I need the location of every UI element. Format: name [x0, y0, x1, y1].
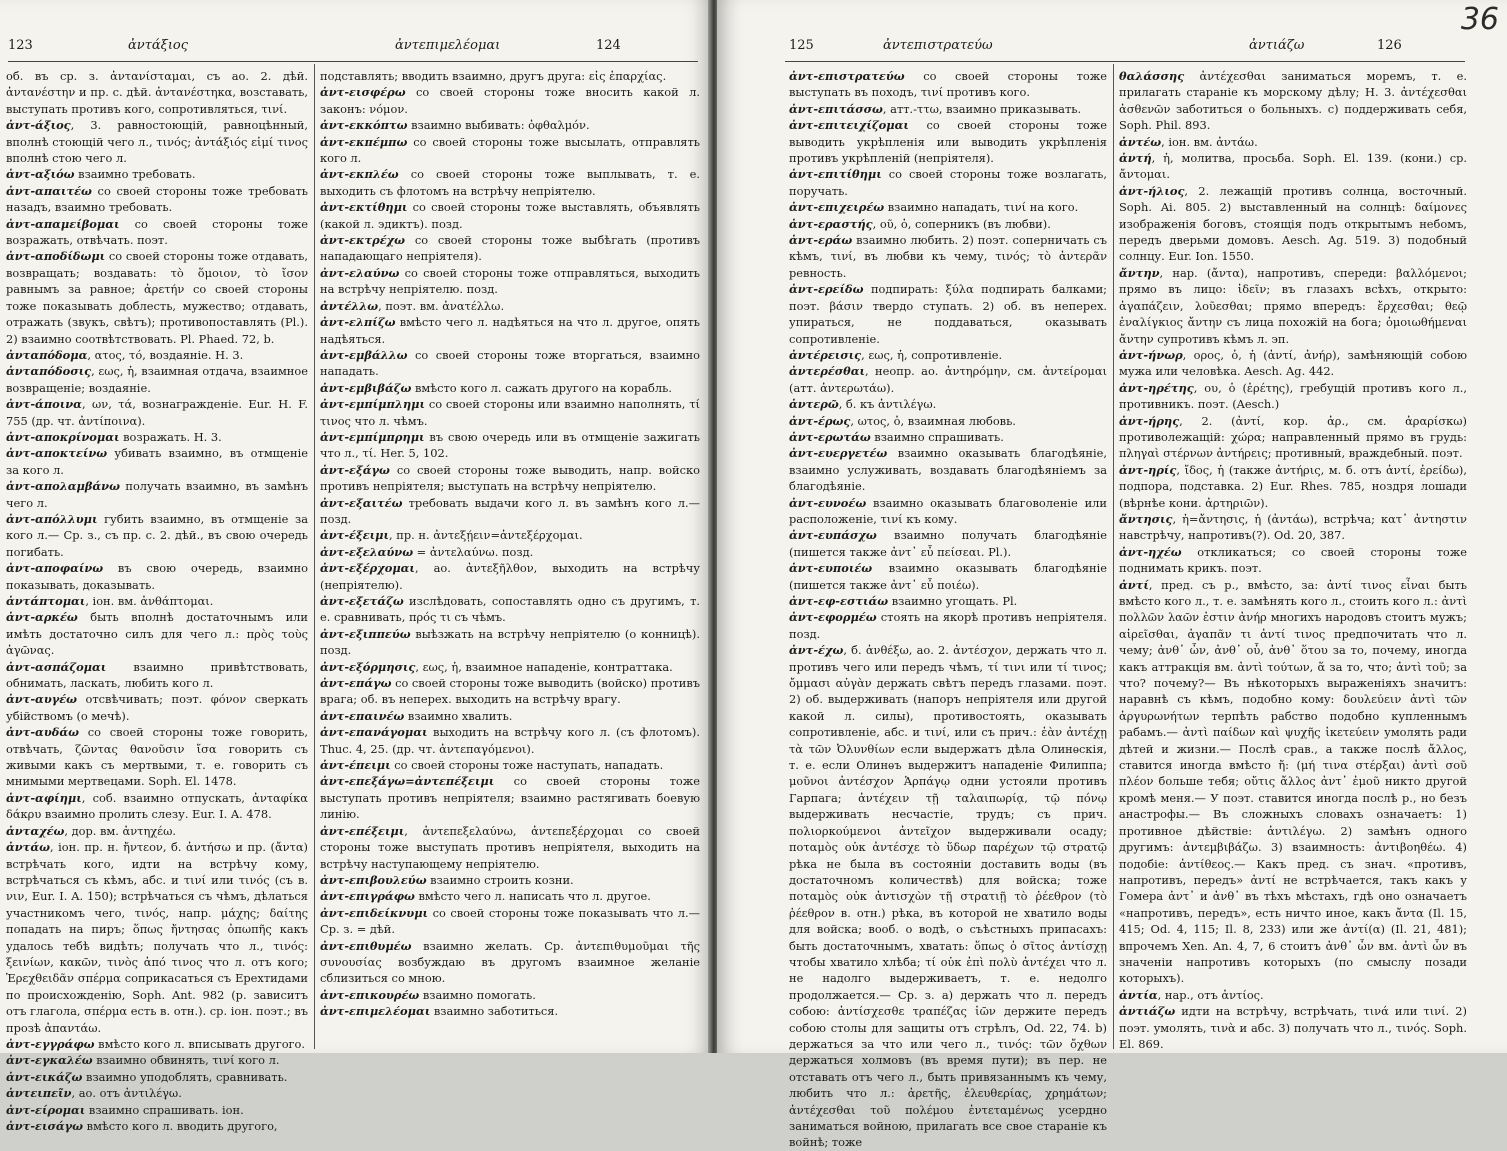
running-head-word: ἀντάξιος [128, 38, 189, 53]
dictionary-entry: ἀντ-εξαιτέω требовать выдачи кого л. въ замѣнъ кого л.—позд. [320, 495, 700, 526]
entry-headword: ἀντέλλω [320, 298, 379, 313]
entry-headword: ἀντ-ελπίζω [320, 315, 396, 330]
entry-headword: ἀντ-αποκρίνομαι [6, 429, 120, 444]
page-number: 125 [789, 38, 814, 53]
entry-headword: ἀντ-επιθυμέω [320, 938, 412, 953]
entry-headword: θαλάσσης [1119, 69, 1185, 83]
entry-headword: ἀντερέσθαι [789, 364, 866, 379]
entry-headword: ἀνταπόδομα [6, 347, 88, 362]
dictionary-entry: ἀντ-εκπλέω со своей стороны тоже выплывать, т. е. выходить съ флотомъ на встрѣчу непріятелю. [320, 167, 700, 198]
dictionary-entry: об. въ ср. з. ἀντανίσταμαι, съ ао. 2. дѣй. ἀντανέστην и пр. с. дѣй. ἀντανέστηκα, возставать, выступать противъ кого, сопротивляться, τινί. [6, 69, 308, 116]
entry-headword: ἀντ-ευεργετέω [789, 446, 888, 461]
dictionary-entry: ἀντ-ηχέω откликаться; со своей стороны тоже поднимать крикъ. поэт. [1119, 544, 1467, 576]
dictionary-entry: ἀντ-ήνωρ, ορος, ὁ, ἡ (ἀντί, ἀνήρ), замѣняющій собою мужа или человѣка. Aesch. Ag. 442. [1119, 347, 1467, 379]
dictionary-entry: ἀντιάζω идти на встрѣчу, встрѣчать, τινά или τινί. 2) поэт. умолять, τινὰ и абс. 3) получать что л., τινός. Soph. El. 869. [1119, 1004, 1467, 1051]
dictionary-entry: ἀντ-επικουρέω взаимно помогать. [320, 987, 536, 1002]
entry-headword: ἀντ-επιτειχίζομαι [789, 118, 909, 133]
dictionary-entry: ἀντ-έξειμι, пр. н. ἀντεξῄειν=ἀντεξέρχομαι. [320, 528, 583, 543]
page-number: 123 [8, 38, 33, 53]
dictionary-entry: ἀντ-εμβιβάζω вмѣсто кого л. сажать другого на корабль. [320, 380, 672, 395]
dictionary-entry: ἀντειπεῖν, ао. отъ ἀντιλέγω. [6, 1086, 182, 1101]
dictionary-entry: ἀντ-επιτάσσω, атт.-ττω, взаимно приказывать. [789, 101, 1082, 116]
dictionary-entry: ἀντ-επιβουλεύω взаимно строить козни. [320, 872, 574, 887]
entry-headword: ἀντ-απαιτέω [6, 183, 92, 198]
running-head-word: ἀντεπιμελέομαι [395, 38, 501, 53]
dictionary-entry: ἀντ-εισάγω вмѣсто кого л. вводить другого, [6, 1119, 278, 1133]
dictionary-entry: ἀντέρεισις, εως, ἡ, сопротивленіе. [789, 347, 1003, 362]
entry-headword: ἀντ-επιχειρέω [789, 200, 885, 215]
entry-headword: ἀντ-ερείδω [789, 282, 864, 297]
entry-headword: ἀντ-άξιος [6, 118, 71, 133]
handwritten-folio-mark: 36 [1460, 2, 1499, 37]
entry-list [6, 68, 308, 1134]
dictionary-entry: ἀντ-επιθυμέω взаимно желать. Ср. ἀντεπιθυμοῦμαι τῆς συνουσίας возбуждаю въ другомъ взаимное желаніе сблизиться со мною. [320, 938, 700, 986]
entry-headword: ἀντ-επεξάγω=ἀντεπέξειμι [320, 774, 495, 789]
entry-headword: ἀντ-επιβουλεύω [320, 872, 427, 887]
dictionary-entry: ἀντ-επεξάγω=ἀντεπέξειμι со своей стороны тоже выступать противъ непріятеля; взаимно растягивать боевую линію. [320, 774, 700, 822]
dictionary-entry: ἄντησις, ἡ=ἄντησις, ἡ (ἀντάω), встрѣча; κατ᾽ ἀντηστιν навстрѣчу, напротивъ(?). Od. 20, 387. [1119, 511, 1467, 543]
entry-headword: ἀντ-ευνοέω [789, 495, 867, 510]
dictionary-entry: ἀντ-αξιόω взаимно требовать. [6, 167, 196, 182]
dictionary-entry: ἀντ-ερείδω подпирать: ξύλα подпирать балками; поэт. βάσιν твердо ступать. 2) об. въ неперех. упираться, не поддаваться, оказывать сопротивленіе. [789, 282, 1107, 346]
entry-headword: ἀντ-ήρης [1119, 413, 1180, 428]
entry-headword: ἀντ-ελαύνω [320, 265, 400, 280]
entry-headword: ἀντ-απαμείβομαι [6, 216, 120, 231]
entry-headword: ἀντ-επιτάσσω [789, 101, 883, 116]
dictionary-entry: ἀντ-ηρίς, ἴδος, ἡ (также ἀντήρις, м. б. отъ ἀντί, ἐρείδω), подпора, подставка. 2) Eur. Rhes. 785, ноздря лошади (вѣрнѣе кони. ἀρτηριῶν). [1119, 462, 1467, 510]
entry-headword: ἀντ-εξελαύνω [320, 544, 414, 559]
entry-headword: ἀντ-εφ-εστιάω [789, 594, 889, 608]
dictionary-entry: ἀντ-εμβάλλω со своей стороны тоже вторгаться, взаимно нападать. [320, 347, 700, 379]
dictionary-entry: ἀντ-ηρέτης, ου, ὁ (ἐρέτης), гребущій противъ кого л., противникъ. поэт. (Aesch.) [1119, 380, 1467, 412]
dictionary-entry: ἀντ-ευνοέω взаимно оказывать благоволеніе или расположеніе, τινί къ кому. [789, 495, 1107, 526]
entry-headword: ἀντ-έπειμι [320, 758, 391, 773]
dictionary-entry: ἀντ-αρκέω быть вполнѣ достаточнымъ или имѣть достаточно силъ для чего л.: πρὸς τοὺς ἀγῶνας. [6, 610, 308, 658]
dictionary-entry: ἀντέω, іон. вм. ἀντάω. [1119, 134, 1258, 149]
dictionary-entry: ἀντ-έρως, ωτος, ὁ, взаимная любовь. [789, 413, 1016, 428]
entry-headword: ἀντ-εκκόπτω [320, 118, 408, 133]
dictionary-entry: ἀντ-εγγράφω вмѣсто кого л. вписывать другого. [6, 1036, 306, 1051]
entry-headword: ἀντ-εισάγω [6, 1119, 84, 1133]
entry-headword: ἀντ-εξόρμησις [320, 659, 416, 674]
dictionary-entry: ἀντερῶ, б. къ ἀντιλέγω. [789, 397, 937, 412]
dictionary-entry: ἀντ-εγκαλέω взаимно обвинять, τινί кого л. [6, 1053, 280, 1068]
dictionary-entry: θαλάσσης ἀντέχεσθαι заниматься моремъ, т. е. прилагать стараніе къ морскому дѣлу; Н. 3. ἀντέχεσθαι ἀσθενῶν заботиться о больныхъ. c) поддерживать себя, Soph. Phil. 893. [1119, 69, 1467, 133]
dictionary-entry: ἀντ-ελπίζω вмѣсто чего л. надѣяться на что л. другое, опять надѣяться. [320, 315, 700, 346]
entry-headword: ἀντ-ηρίς [1119, 462, 1177, 477]
dictionary-entry: ἀντ-εξάγω со своей стороны тоже выводить, напр. войско противъ непріятеля; выступать на встрѣчу непріятелю. [320, 462, 700, 494]
dictionary-entry: ἀντ-ευποιέω взаимно оказывать благодѣяніе (пишется также ἀντ᾽ εὖ ποιέω). [789, 561, 1107, 592]
entry-headword: ἀντ-αποδίδωμι [6, 249, 106, 264]
dictionary-entry: ἀντ-εκτρέχω со своей стороны тоже выбѣгать (противъ нападающаго непріятеля). [320, 233, 700, 264]
dictionary-entry: ἀντ-εράω взаимно любить. 2) поэт. соперничать съ кѣмъ, τινί, въ любви къ чему, τινός; τὸ ἀντερᾶν ревность. [789, 233, 1107, 280]
entry-headword: ἀντ-εξιππεύω [320, 626, 411, 641]
entry-headword: ἀντ-εκπέμπω [320, 134, 408, 149]
dictionary-entry: ἀντ-απαιτέω со своей стороны тоже требовать назадъ, взаимно требовать. [6, 183, 308, 215]
entry-headword: ἀντί [1119, 577, 1149, 592]
entry-headword: ἀντ-εισφέρω [320, 85, 406, 100]
column-divider [314, 64, 315, 1049]
header-rule [8, 61, 698, 62]
dictionary-entry: ἀντ-επαινέω взаимно хвалить. [320, 708, 513, 723]
entry-headword: ἀνταπόδοσις [6, 364, 92, 379]
dictionary-entry: ἀνταπόδοσις, εως, ἡ, взаимная отдача, взаимное возвращеніе; воздаяніе. [6, 364, 308, 395]
dictionary-entry: ἀντάπτομαι, іон. вм. ἀνθάπτομαι. [6, 594, 214, 608]
dictionary-entry: ἀντ-έπειμι со своей стороны тоже наступать, нападать. [320, 758, 664, 773]
dictionary-entry: ἀντ-ευπάσχω взаимно получать благодѣяніе (пишется также ἀντ᾽ εὖ πείσεαι. Pl.). [789, 528, 1107, 559]
dictionary-entry: ἀντ-ελαύνω со своей стороны тоже отправляться, выходить на встрѣчу непріятелю. позд. [320, 265, 700, 297]
page-number: 126 [1377, 38, 1402, 53]
entry-headword: ἀντ-εκπλέω [320, 167, 399, 182]
entry-headword: ἀντ-αρκέω [6, 610, 78, 625]
running-head-word: ἀντεπιστρατεύω [883, 38, 993, 53]
entry-headword: ἀντ-επιδείκνυμι [320, 905, 429, 920]
entry-headword: ἀντέρεισις [789, 347, 862, 362]
column-page-123 [6, 68, 308, 1133]
entry-headword: ἀντερῶ [789, 397, 839, 412]
dictionary-entry: ἀντ-αυγέω отсвѣчивать; поэт. φόνον сверкать убійствомъ (о мечѣ). [6, 692, 308, 723]
dictionary-entry: ἀντ-εξελαύνω = ἀντελαύνω. позд. [320, 544, 534, 559]
page-number: 124 [596, 38, 621, 53]
dictionary-entry: ἀντ-άξιος, 3. равностоющій, равноцѣнный, вполнѣ стоющій чего л., τινός; ἀντάξιός εἰμί τινος вполнѣ стою чего л. [6, 118, 308, 166]
dictionary-entry: ἀντία, нар., отъ ἀντίος. [1119, 987, 1264, 1002]
entry-headword: ἀντ-επέξειμι [320, 823, 405, 838]
column-page-126 [1119, 68, 1467, 1051]
entry-list [789, 68, 1107, 1151]
column-page-125 [789, 68, 1107, 1150]
entry-headword: ἀντ-εμπίμπρημι [320, 429, 425, 444]
entry-headword: ἀντ-έχω [789, 643, 844, 658]
entry-headword: ἀντ-επαινέω [320, 708, 405, 723]
dictionary-entry: ἀντ-επέξειμι, ἀντεπεξελαύνω, ἀντεπεξέρχομαι со своей стороны тоже выступать противъ непріятеля, выходить на встрѣчу наступающему непріятелю. [320, 823, 700, 871]
dictionary-entry: ἀντ-απολαμβάνω получать взаимно, въ замѣнъ чего л. [6, 479, 308, 510]
entry-headword: ἀντ-εμβιβάζω [320, 380, 412, 395]
dictionary-entry: ἀντ-επιδείκνυμι со своей стороны тоже показывать что л.—Ср. з. = дѣй. [320, 905, 700, 937]
entry-headword: ἀντ-αυδάω [6, 725, 79, 740]
entry-headword: ἀντ-εφορμέω [789, 610, 877, 625]
entry-headword: ἀντ-ευπάσχω [789, 528, 877, 543]
column-page-124 [320, 68, 700, 1048]
entry-headword: ἀντ-επιτίθημι [789, 167, 882, 182]
entry-headword: ἀντάπτομαι [6, 594, 86, 608]
entry-headword: ἀντ-εικάζω [6, 1069, 83, 1084]
entry-headword: ἀντ-ερωτάω [789, 429, 871, 444]
entry-headword: ἀντ-εραστής [789, 216, 873, 231]
dictionary-entry: ἀντ-είρομαι взаимно спрашивать. іон. [6, 1102, 244, 1117]
dictionary-entry: ἀντ-εξόρμησις, εως, ἡ, взаимное нападеніе, контраттака. [320, 659, 673, 674]
entry-headword: ἀντ-αυγέω [6, 692, 78, 707]
dictionary-entry: ἀντ-επιχειρέω взаимно нападать, τινί на кого. [789, 200, 1079, 215]
dictionary-entry: ἀνταχέω, дор. вм. ἀντηχέω. [6, 823, 176, 838]
dictionary-entry: ἀντ-αποφαίνω въ свою очередь, взаимно показывать, доказывать. [6, 561, 308, 592]
column-divider [1113, 64, 1114, 1049]
dictionary-entry: ἀντ-άποινα, ων, τά, вознагражденіе. Eur. H. F. 755 (др. чт. ἀντίποινα). [6, 397, 308, 428]
entry-headword: ἀντ-εκτίθημι [320, 200, 408, 215]
dictionary-entry: ἀντ-απαμείβομαι со своей стороны тоже возражать, отвѣчать. поэт. [6, 216, 308, 248]
entry-headword: ἀντ-επικουρέω [320, 987, 420, 1002]
dictionary-entry: ἀντ-επανάγομαι выходить на встрѣчу кого л. (съ флотомъ). Thuc. 4, 25. (др. чт. ἀντεπαγόμενοι). [320, 725, 700, 756]
entry-headword: ἀντέω [1119, 134, 1162, 149]
entry-headword: ἀντ-εξαιτέω [320, 495, 403, 510]
entry-headword: ἀντειπεῖν [6, 1086, 72, 1101]
entry-headword: ἀντ-έρως [789, 413, 851, 428]
entry-headword: ἀντ-εξετάζω [320, 594, 404, 608]
entry-headword: ἀντ-αποφαίνω [6, 561, 104, 576]
header-rule [785, 61, 1465, 62]
dictionary-entry: ἀντ-εξετάζω изслѣдовать, сопоставлять одно съ другимъ, т. е. сравнивать, πρός τι съ чѣмъ. [320, 594, 700, 625]
dictionary-entry: ἀντ-εραστής, οῦ, ὁ, соперникъ (въ любви). [789, 216, 1051, 231]
entry-headword: ἀντ-απόλλυμι [6, 511, 98, 526]
dictionary-entry: ἀντί, пред. съ р., вмѣсто, за: ἀντί τινος εἶναι быть вмѣсто кого л., т. е. замѣнять кого л., стоить кого л.: ἀντὶ πολλῶν λαῶν ἐστιν ἀνήρ многихъ народовъ стоитъ мужъ; αἱρεῖσθαι, ἀγαπᾶν τι ἀντί τινος предпочитать что л. чему; ἀνθ᾽ ὧν, ἀνθ᾽ οὗ, ἀνθ᾽ ὅτου за то, почему, иногда какъ аттракція вм. ἀντὶ τούτων, ἅ за то, что; ἀντὶ τοῦ; за что? почему?— Въ нѣкоторыхъ выраженіяхъ значитъ: наравнѣ съ кѣмъ, подобно кому: δουλεύειν ἀντὶ τῶν ἀργυρωνήτων терпѣть рабство подобно купленнымъ рабамъ.— ἀντὶ παίδων καὶ ψυχῆς ἱκετεύειν умолять ради дѣтей и жизни.— Послѣ срав., а также послѣ ἄλλος, ставится иногда вмѣсто ἤ: (μή τινα στέρξαι) ἀντὶ σοῦ πλέον больше тебя; οὔτις ἄλλος ἀντ᾽ ἐμοῦ никто другой кромѣ меня.— У поэт. ставится иногда послѣ р., но безъ анастрофы.— Въ сложныхъ словахъ означаетъ: 1) противное дѣйствіе: ἀντιλέγω. 2) замѣнъ одного другимъ: ἀντεμβιβάζω. 3) взаимность: ἀντιβοηθέω. 4) подобіе: ἀντίθεος.— Какъ пред. съ знач. «противъ, напротивъ, передъ» ἀντί не встрѣчается, такъ какъ у Гомера ἀντ᾽ и ἀνθ᾽ въ тѣхъ мѣстахъ, гдѣ оно означаетъ «напротивъ, передъ», есть ничто иное, какъ ἄντα (Il. 15, 415; Od. 4, 115; Il. 8, 233) или же ἀντί(α) (Il. 21, 481); впрочемъ Xen. An. 4, 7, 6 стоитъ ἀνθ᾽ ὧν вм. ἀντὶ ὧν въ значеніи напротивъ которыхъ (по смыслу позади которыхъ). [1119, 577, 1467, 986]
entry-headword: ἀντ-εξέρχομαι [320, 561, 415, 576]
dictionary-entry: ἀντ-εισφέρω со своей стороны тоже вносить какой л. законъ: νόμον. [320, 85, 700, 116]
entry-headword: ἀντ-αφίημι [6, 790, 82, 805]
dictionary-entry: ἀντ-εφορμέω стоять на якорѣ противъ непріятеля. позд. [789, 610, 1107, 641]
dictionary-entry: ἀντ-έχω, б. ἀνθέξω, ао. 2. ἀντέσχον, держать что л. противъ чего или передъ чѣмъ, τί τινι или τί τινος; ὄμμασι αὐγὰν держать свѣтъ передъ глазами. поэт. 2) об. выдерживать (напоръ непріятеля или другой какой л. силы), противостоять, оказывать сопротивленіе, абс. и τινί, или съ прич.: ἐὰν ἀντέχῃ τὰ τῶν Ὀλυνθίων если выдержатъ дѣла Олинѳскія, т. е. если Олинѳъ выдержитъ нападеніе Филиппа; μοῦνοι ἀντέσχον Ἁρπάγῳ одни устояли противъ Гарпага; ἀντέχειν τῇ ταλαιπωρίᾳ, τῷ πόνῳ выдерживать несчастіе, трудъ; съ прич. πολιορκούμενοι ἀντεῖχον выдерживали осаду; ποταμὸς οὐκ ἀντέσχε τὸ ὕδωρ παρέχων τῷ στρατῷ рѣка не была въ состояніи доставить воды (въ достаточномъ количествѣ) для войска; тоже ποταμὸς οὐκ ἀντισχὼν τῇ στρατιῇ τὸ ῥέεθρον (τὸ ῥέεθρον в. отн.) рѣка, въ которой не хватило воды для войска; вооб. о водѣ, о съѣстныхъ припасахъ: быть достаточнымъ, хватать: ὅπως ὁ σῖτος ἀντίσχῃ чтобы хватило хлѣба; τί οὐκ ἐπὶ πολὺ ἀντέχει что л. не надолго выдерживаетъ, т. е. недолго продолжается.— Ср. з. а) держать что л. передъ собою: ἀντίσχεσθε τραπέζας ἰῶν держите передъ собою столы для защиты отъ стрѣлъ, Od. 22, 74. b) держаться за что или чего л., τινός: τῶν ὄχθων держаться холмовъ (въ время пути); въ пер. не отставать отъ чего л., быть привязаннымъ къ чему, любить что л.: ἀρετῆς, ἐλευθερίας, χρημάτων; ἀντέχεσθαι τοῦ πολέμου ἐντεταμένως усердно заниматься войною, прилагать все свое стараніе къ войнѣ; тоже [789, 643, 1107, 1150]
entry-headword: ἀντ-ηχέω [1119, 544, 1182, 559]
dictionary-entry: ἀντ-εκτίθημι со своей стороны тоже выставлять, объявлять (какой л. эдиктъ). позд. [320, 200, 700, 231]
dictionary-entry: ἀντ-ήλιος, 2. лежащій противъ солнца, восточный. Soph. Ai. 805. 2) выставленный на солнцѣ: δαίμονες изображенія боговъ, стоящія подъ открытымъ небомъ, передъ дверьми домовъ. Aesch. Ag. 519. 3) подобный солнцу. Eur. Ion. 1550. [1119, 183, 1467, 264]
dictionary-entry: ἀνταπόδομα, ατος, τό, воздаяніе. Н. 3. [6, 347, 244, 362]
dictionary-entry: ἀντ-επιτειχίζομαι со своей стороны тоже выводить укрѣпленія или выводить укрѣпленія противъ укрѣпленій (непріятеля). [789, 118, 1107, 166]
entry-list [320, 68, 700, 1020]
dictionary-entry: ἀντ-απόλλυμι губить взаимно, въ отмщеніе за кого л.— Ср. з., съ пр. с. 2. дѣй., въ свою очередь погибать. [6, 511, 308, 559]
dictionary-entry: ἀντ-εφ-εστιάω взаимно угощать. Pl. [789, 594, 1018, 608]
entry-headword: ἀντ-εμπίμπλημι [320, 397, 425, 412]
entry-headword: ἀντιάζω [1119, 1004, 1176, 1019]
dictionary-entry: ἀντ-ερωτάω взаимно спрашивать. [789, 429, 1004, 444]
dictionary-entry: ἀντ-αυδάω со своей стороны тоже говорить, отвѣчать, ζῶντας θανοῦσιν ἴσα говорить съ живыми какъ съ мертвыми, т. е. говорить съ мнимыми мертвецами. Soph. El. 1478. [6, 725, 308, 789]
entry-headword: ἀντ-ηρέτης [1119, 380, 1194, 395]
entry-headword: ἀντ-ασπάζομαι [6, 659, 107, 674]
dictionary-entry: ἀντ-εμπίμπρημι въ свою очередь или въ отмщеніе зажигать что л., τί. Her. 5, 102. [320, 429, 700, 461]
entry-headword: ἀντ-αποκτείνω [6, 446, 108, 461]
dictionary-entry: ἀντ-ευεργετέω взаимно оказывать благодѣяніе, взаимно услуживать, воздавать благодѣяніемъ за благодѣяніе. [789, 446, 1107, 494]
dictionary-entry: ἀντέλλω, поэт. вм. ἀνατέλλω. [320, 298, 505, 313]
dictionary-entry: ἀντ-επιμελέομαι взаимно заботиться. [320, 1004, 559, 1019]
dictionary-entry: ἀντ-αποκτείνω убивать взаимно, въ отмщеніе за кого л. [6, 446, 308, 477]
right-page-header [717, 38, 1507, 58]
right-page [717, 0, 1507, 1150]
entry-headword: ἀντ-εράω [789, 233, 853, 248]
dictionary-entry: ἄντην, нар. (ἄντα), напротивъ, спереди: βαλλόμενοι; прямо въ лицо: ἰδεῖν; въ глазахъ всѣхъ, открыто: ἀγαπάζειν, λοῦεσθαι; прямо впередъ: ἔρχεσθαι; θεῷ ἐναλίγκιος ἄντην съ лица похожій на бога; ὁμοιωθήμεναι ἄντην супротивъ кѣмъ л. эп. [1119, 265, 1467, 346]
dictionary-entry: ἀντ-αποδίδωμι со своей стороны тоже отдавать, возвращать; воздавать: τὸ ὅμοιον, τὸ ἴσον равнымъ за равное; ἀρετήν со своей стороны тоже показывать доблесть, мужество; отдавать, отражать (звукъ, свѣтъ); противопоставлять (Pl.). 2) взаимно соотвѣтствовать. Pl. Phaed. 72, b. [6, 249, 308, 346]
entry-headword: ἀντ-είρομαι [6, 1102, 86, 1117]
entry-headword: ἀντ-εκτρέχω [320, 233, 406, 248]
entry-headword: ἄντησις [1119, 511, 1173, 526]
entry-headword: ἀντ-απολαμβάνω [6, 479, 120, 494]
left-page-header [0, 38, 712, 58]
entry-headword: ἀντ-εγκαλέω [6, 1053, 93, 1068]
dictionary-entry: ἀντ-εκπέμπω со своей стороны тоже высылать, отправлять кого л. [320, 134, 700, 166]
dictionary-entry: ἀντή, ἡ, молитва, просьба. Soph. El. 139. (кони.) ср. ἄντομαι. [1119, 151, 1467, 182]
dictionary-entry: ἀντ-επιστρατεύω со своей стороны тоже выступать въ походъ, τινί противъ кого. [789, 69, 1107, 100]
entry-headword: ἀντ-επιμελέομαι [320, 1004, 431, 1019]
dictionary-entry: ἀντερέσθαι, неопр. ао. ἀντηρόμην, см. ἀντείρομαι (атт. ἀντερωτάω). [789, 364, 1107, 395]
entry-list [1119, 68, 1467, 1052]
entry-headword: ἀντ-αξιόω [6, 167, 75, 182]
dictionary-entry: ἀντ-επιτίθημι со своей стороны тоже возлагать, поручать. [789, 167, 1107, 198]
entry-headword: ἀντ-επάγω [320, 676, 392, 691]
dictionary-entry: подставлять; вводить взаимно, другъ друга: εἰς ἐπαρχίας. [320, 69, 667, 83]
entry-headword: ἄντην [1119, 265, 1160, 280]
dictionary-entry: ἀντ-εξέρχομαι, ао. ἀντεξῆλθον, выходить на встрѣчу (непріятелю). [320, 561, 700, 592]
entry-headword: ἀντ-επανάγομαι [320, 725, 428, 740]
dictionary-entry: ἀντ-εμπίμπλημι со своей стороны или взаимно наполнять, τί τινος что л. чѣмъ. [320, 397, 700, 428]
entry-headword: ἀντ-ήνωρ [1119, 347, 1183, 362]
entry-headword: ἀντή [1119, 151, 1152, 166]
entry-headword: ἀντ-εγγράφω [6, 1036, 95, 1051]
entry-headword: ἀντ-άποινα [6, 397, 82, 412]
entry-headword: ἀντ-εξάγω [320, 462, 390, 477]
dictionary-entry: ἀντ-αφίημι, соб. взаимно отпускать, ἀνταφίκα δάκρυ взаимно пролить слезу. Eur. I. A. 478. [6, 790, 308, 822]
entry-headword: ἀντ-εμβάλλω [320, 347, 408, 362]
entry-headword: ἀντία [1119, 987, 1158, 1002]
dictionary-entry: ἀντ-ασπάζομαι взаимно привѣтствовать, обнимать, ласкать, любить кого л. [6, 659, 308, 691]
entry-headword: ἀντάω [6, 840, 50, 855]
running-head-word: ἀντιάζω [1249, 38, 1305, 53]
dictionary-entry: ἀντ-ήρης, 2. (ἀντί, кор. ἀρ., см. ἀραρίσκω) противолежащій: χώρα; направленный прямо въ грудь: πληγαὶ στέρνων ἀντήρεις; противный, враждебный. поэт. [1119, 413, 1467, 461]
dictionary-entry: ἀντ-εκκόπτω взаимно выбивать: ὀφθαλμόν. [320, 118, 590, 133]
entry-headword: ἀντ-ευποιέω [789, 561, 873, 576]
dictionary-entry: ἀντ-αποκρίνομαι возражать. Н. 3. [6, 429, 222, 444]
dictionary-entry: ἀντάω, іон. пр. н. ἤντεον, б. ἀντήσω и пр. (ἄντα) встрѣчать кого, идти на встрѣчу кому, встрѣчаться съ кѣмъ, абс. и τινί или τινός (съ в. νιν, Eur. I. A. 150); встрѣчаться съ чѣмъ, дѣлаться участникомъ чего, τινός, напр. μάχης; δαίτης попадать на пиръ; ὅπως ἤντησας ὀπωπῆς какъ удалось тебѣ видѣть; получать что л., τινός: ξεινίων, κακῶν, τινὸς ἀπό τινος что л. отъ кого; Ἐρεχθειδᾶν σπέρμα соприкасаться съ Ерехтидами по происхожденію, Soph. Ant. 982 (р. зависитъ отъ глагола, σπέρμα есть в. отн.). ср. іон. поэт.; въ прозѣ ἀπαντάω. [6, 840, 308, 1035]
left-page [0, 0, 712, 1133]
entry-headword: ἀντ-έξειμι [320, 528, 390, 543]
entry-headword: ἀντ-ήλιος [1119, 183, 1185, 198]
entry-headword: ἀνταχέω [6, 823, 65, 838]
entry-headword: ἀντ-επιστρατεύω [789, 69, 905, 83]
entry-headword: ἀντ-επιγράφω [320, 889, 415, 904]
dictionary-entry: ἀντ-επάγω со своей стороны тоже выводить (войско) противъ врага; об. въ неперех. выходить на встрѣчу врагу. [320, 676, 701, 707]
dictionary-entry: ἀντ-εξιππεύω выѣзжать на встрѣчу непріятелю (о конницѣ). позд. [320, 626, 700, 658]
dictionary-entry: ἀντ-επιγράφω вмѣсто чего л. написать что л. другое. [320, 889, 651, 904]
dictionary-entry: ἀντ-εικάζω взаимно уподоблять, сравнивать. [6, 1069, 288, 1084]
